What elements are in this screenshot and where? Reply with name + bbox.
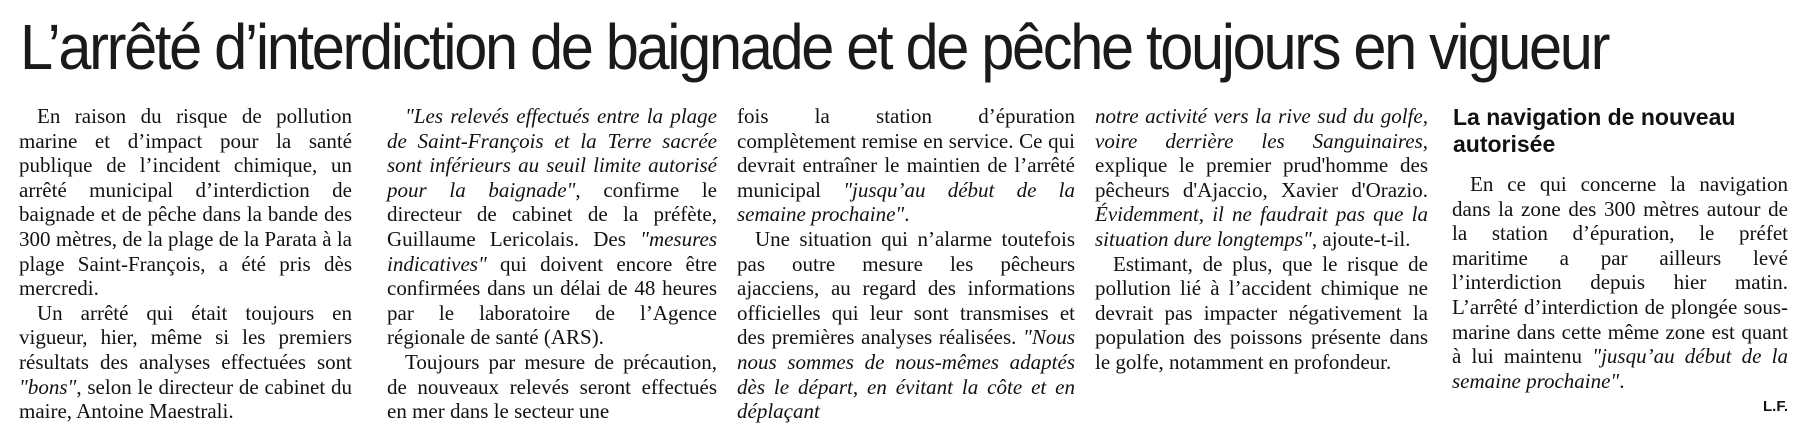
quote: "mesures indicatives" [387,226,717,276]
paragraph [737,104,1075,227]
paragraph [737,227,1075,424]
text-run: Un arrêté qui était toujours en vigueur, hier, même si les premiers résultats des analyses effectuées sont [19,300,352,374]
text-run: fois la station d’épuration complètement remise en service. Ce qui devrait entraîner le maintien de l’arrêté municipal [737,104,1075,202]
text-run: . [904,202,910,227]
text-run: , explique le premier prud'homme des pêcheurs d'Ajaccio, Xavier d'Orazio. [1095,128,1428,202]
paragraph [1452,172,1788,393]
paragraph [387,104,717,350]
quote: "jusqu’au début de la semaine prochaine" [737,177,1075,227]
quote: Évidemment, il ne faudrait pas que la situation dure longtemps" [1095,202,1428,251]
text-run: . [1619,368,1625,393]
article-body [0,104,1798,442]
column-2 [387,104,717,424]
sidebar-title: La navigation de nouveau autorisée [1453,104,1736,157]
text-run: , ajoute-t-il. [1311,226,1411,251]
article-headline: L’arrêté d’interdiction de baignade et de pêche toujours en vigueur [20,11,1609,83]
quote: "jusqu’au début de la semaine prochaine" [1452,344,1788,393]
column-3 [737,104,1075,424]
column-1 [19,104,352,424]
text-run: Une situation qui n’alarme toutefois pas outre mesure les pêcheurs ajacciens, au regard des informations officielles qui leur sont transmises et des premières analyses réalisées. [737,226,1075,350]
text-run: En ce qui concerne la navigation dans la zone des 300 mètres autour de la station d’épuration, le préfet maritime a par ailleurs levé l’interdiction depuis hier matin. L’arrêté d’interdiction de plongée sous-marine dans cette même zone est quant à lui maintenu [1452,172,1788,369]
quote: "bons" [19,374,77,399]
quote: "Nous nous sommes de nous-mêmes adaptés dès le départ, en évitant la côte et en déplaçant [737,325,1075,424]
paragraph [1095,104,1428,252]
paragraph: Toujours par mesure de précaution, de nouveaux relevés seront effectués en mer dans le secteur une [387,349,717,424]
quote: notre activité vers la rive sud du golfe, voire derrière les Sanguinaires [1095,104,1428,153]
quote: "Les relevés effectués entre la plage de Saint-François et la Terre sacrée sont inférieurs au seuil limite autorisé pour la baignade" [387,104,717,202]
text-run: , selon le directeur de cabinet du maire, Antoine Maestrali. [19,374,352,424]
paragraph: Estimant, de plus, que le risque de pollution lié à l’accident chimique ne devrait pas impacter négativement la population des poissons présente dans le golfe, notamment en profondeur. [1095,251,1428,374]
paragraph [19,301,352,424]
text-run: qui doivent encore être confirmées dans un délai de 48 heures par le laboratoire de l’Agence régionale de santé (ARS). [387,251,717,350]
paragraph: En raison du risque de pollution marine et d’impact pour la santé publique de l’incident chimique, un arrêté municipal d’interdiction de baignade et de pêche dans la bande des 300 mètres, de la plage de la Parata à la plage Saint-François, a été pris dès mercredi. [19,104,352,301]
column-4 [1095,104,1428,375]
author-signature: L.F. [1763,398,1788,416]
sidebar-box [1452,104,1788,420]
text-run: , confirme le directeur de cabinet de la préfète, Guillaume Lericolais. Des [387,177,717,251]
